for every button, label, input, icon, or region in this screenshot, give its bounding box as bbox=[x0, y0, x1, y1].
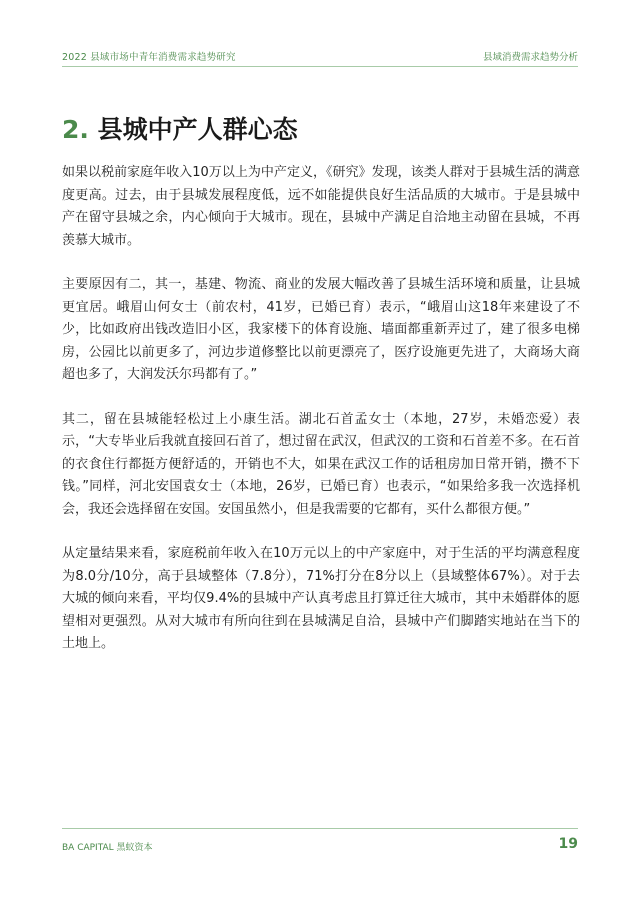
footer-divider bbox=[62, 828, 578, 829]
paragraph: 从定量结果来看，家庭税前年收入在10万元以上的中产家庭中，对于生活的平均满意程度为8.0分/10分，高于县域整体（7.8分），71%打分在8分以上（县域整体67%）。对于去大城的倾向来看，平均仅9.4%的县城中产认真考虑且打算迁往大城市，其中未婚群体的愿望相对更强烈。从对大城市有所向往到在县城满足自洽，县城中产们脚踏实地站在当下的土地上。 bbox=[62, 546, 580, 651]
header-divider bbox=[62, 66, 578, 67]
paragraph: 其二，留在县城能轻松过上小康生活。湖北石首孟女士（本地，27岁，未婚恋爱）表示，“大专毕业后我就直接回石首了，想过留在武汉，但武汉的工资和石首差不多。在石首的衣食住行都挺方便舒适的，开销也不大，如果在武汉工作的话租房加日常开销，攒不下钱。”同样，河北安国袁女士（本地，26岁，已婚已育）也表示，“如果给多我一次选择机会，我还会选择留在安国。安国虽然小，但是我需要的它都有，买什么都很方便。” bbox=[62, 411, 580, 517]
section-number: 2. bbox=[62, 115, 89, 144]
paragraph: 如果以税前家庭年收入10万以上为中产定义，《研究》发现，该类人群对于县城生活的满意度更高。过去，由于县城发展程度低，远不如能提供良好生活品质的大城市。于是县城中产在留守县城之余，内心倾向于大城市。现在，县城中产满足自洽地主动留在县城，不再羡慕大城市。 bbox=[62, 165, 580, 248]
paragraph: 主要原因有二，其一，基建、物流、商业的发展大幅改善了县城生活环境和质量，让县城更宜居。峨眉山何女士（前农村，41岁，已婚已育）表示，“峨眉山这18年来建设了不少，比如政府出钱改造旧小区，我家楼下的体育设施、墙面都重新弄过了，建了很多电梯房，公园比以前更多了，河边步道修整比以前更漂亮了，医疗设施更先进了，大商场大商超也多了，大润发沃尔玛都有了。” bbox=[62, 277, 580, 382]
section-title: 县城中产人群心态 bbox=[97, 115, 298, 144]
footer-brand: BA CAPITAL 黑蚁资本 bbox=[62, 843, 153, 853]
page-number: 19 bbox=[558, 836, 578, 852]
running-header-section: 县域消费需求趋势分析 bbox=[482, 52, 578, 63]
running-header-title: 2022 县域市场中青年消费需求趋势研究 bbox=[62, 52, 236, 63]
section-heading bbox=[62, 110, 298, 146]
body-text bbox=[62, 162, 580, 678]
